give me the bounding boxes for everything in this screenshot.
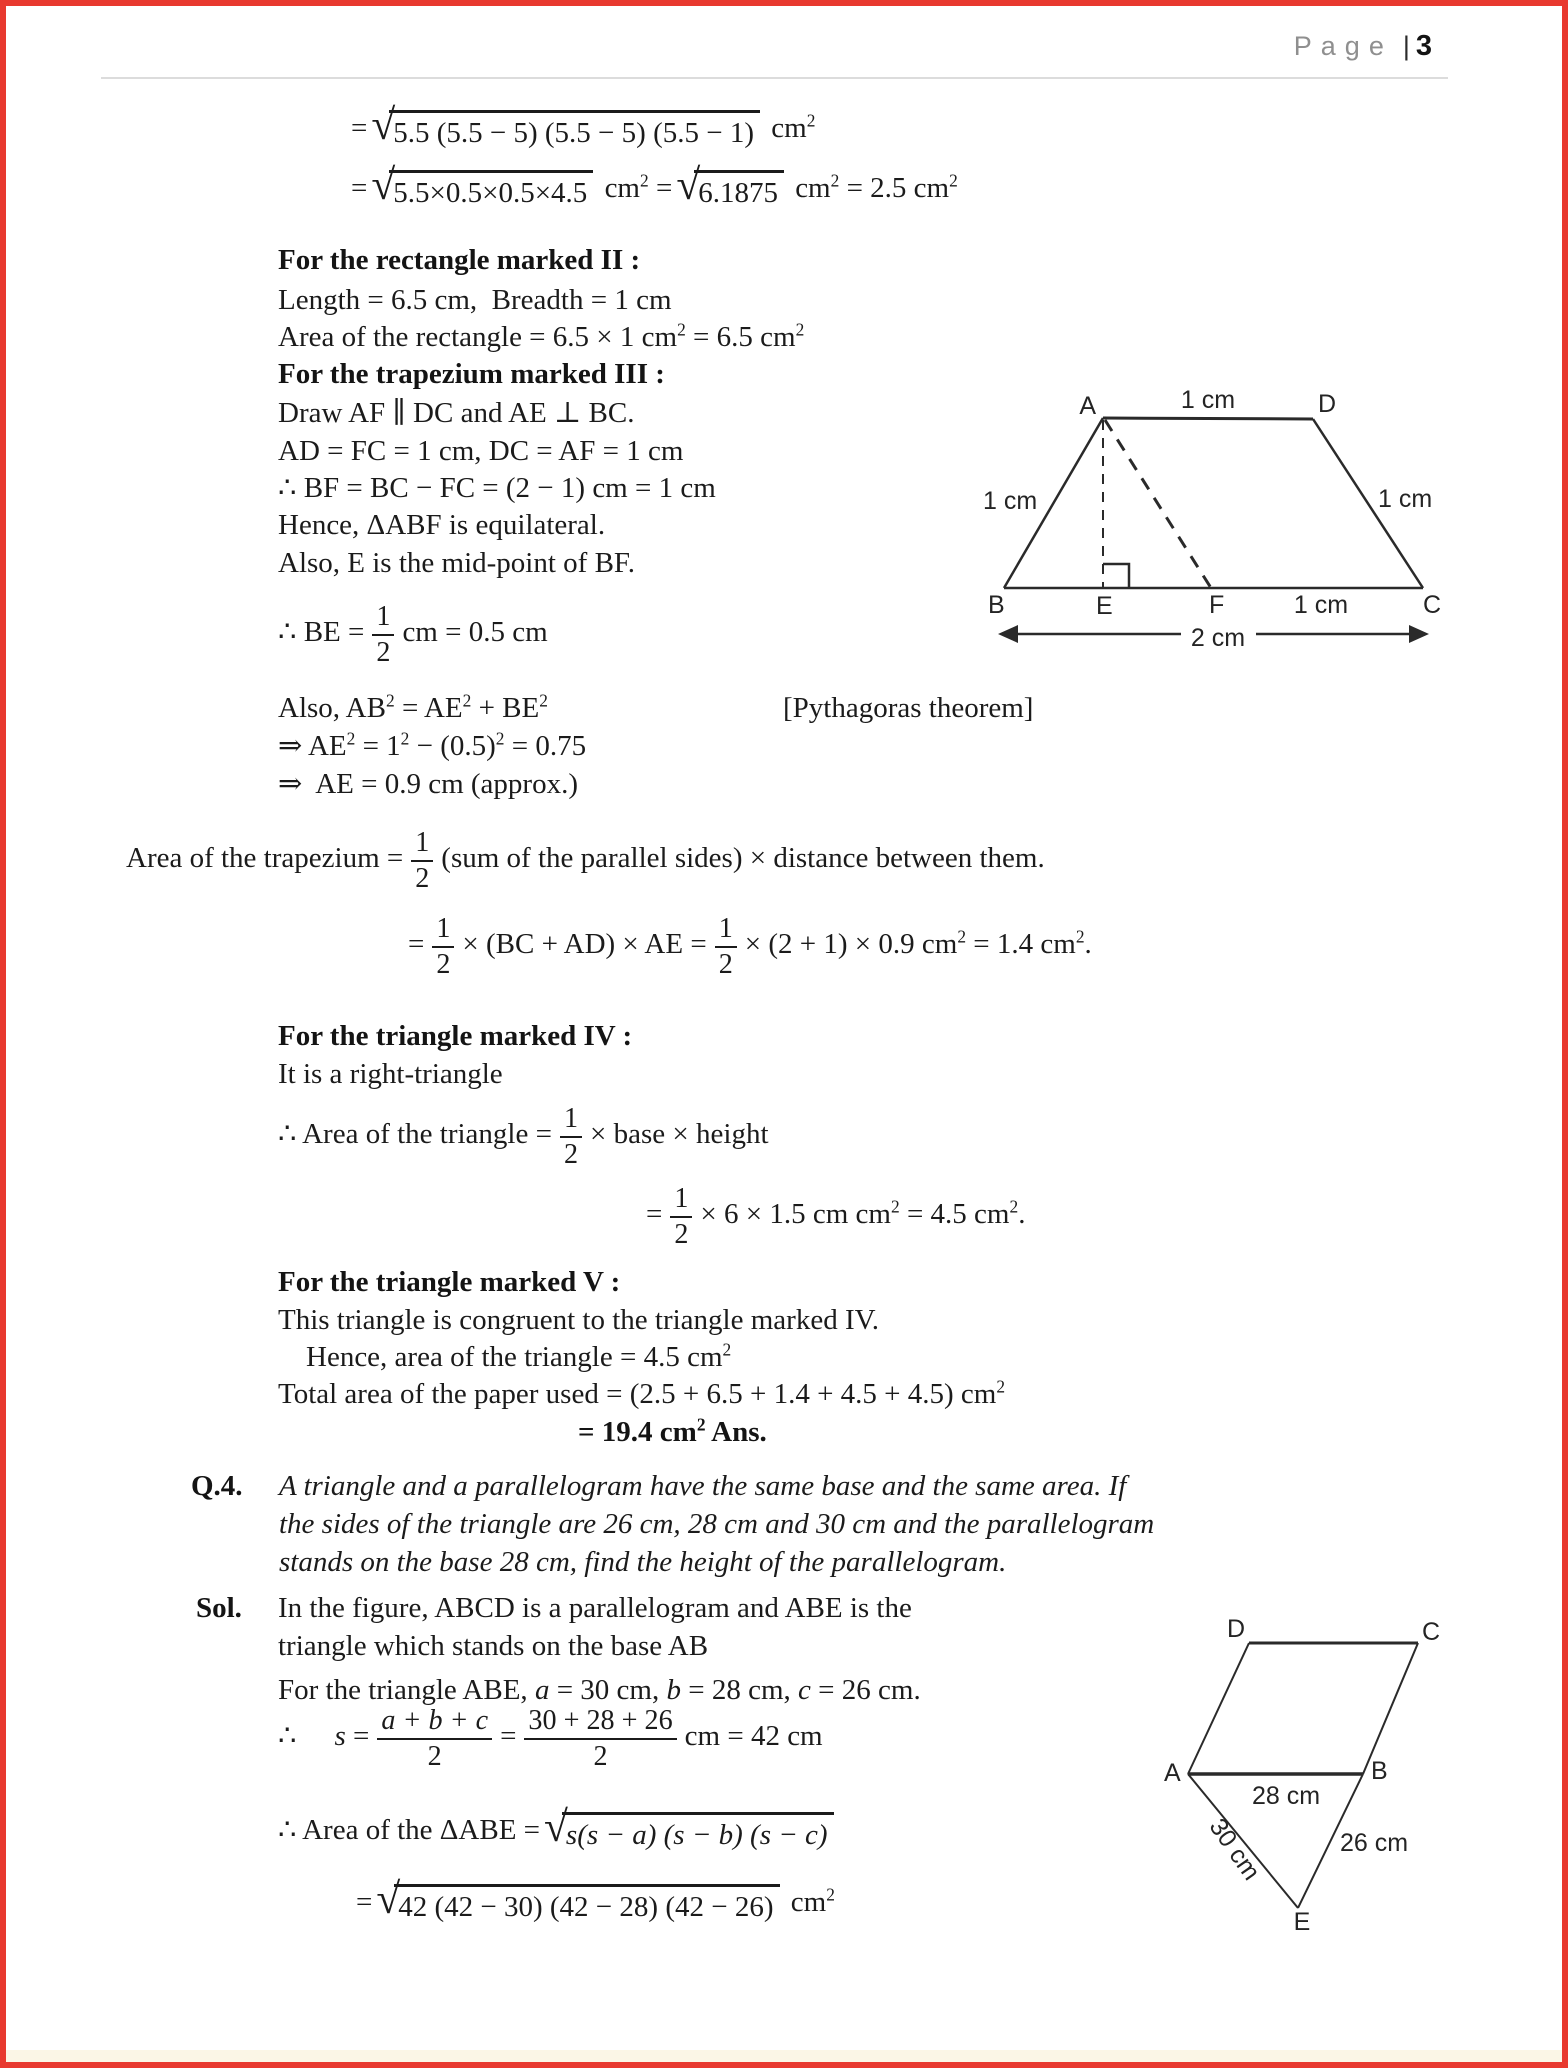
sqrt-expression: √5.5 (5.5 − 5) (5.5 − 5) (5.5 − 1) — [371, 110, 760, 154]
heron-formula-step2: =√5.5×0.5×0.5×4.5 $cm^2 =√6.1875$ $cm^2 = 2.5$ $cm^2$ — [351, 170, 958, 214]
heading-trapezium-iii: For the trapezium marked III : — [278, 358, 665, 390]
page-label: Page — [1293, 31, 1393, 61]
arrowhead-left — [998, 625, 1018, 643]
vertex-label-D: D — [1226, 1615, 1246, 1643]
fraction-half: $\frac{1}{2}$ — [411, 828, 433, 893]
vertex-label-D: D — [1318, 390, 1337, 418]
question-label: Q.4. — [191, 1470, 243, 1502]
radical-sign: √ — [676, 160, 701, 209]
arrowhead-right — [1409, 625, 1429, 643]
parallelogram-diagram — [1126, 1604, 1496, 1954]
heading-triangle-v: For the triangle marked V : — [278, 1266, 621, 1298]
sqrt-expression: √5.5×0.5×0.5×4.5 — [371, 170, 593, 214]
heron-formula-step1: =√5.5 (5.5 − 5) (5.5 − 5) (5.5 − 1) $cm^2$ — [351, 110, 815, 154]
rectangle-area: Area of the rectangle = 6.5 × 1 $cm^2 = 6.5$ $cm^2$ — [278, 319, 805, 353]
rectangle-dimensions: Length = 6.5 cm, Breadth = 1 cm — [278, 284, 672, 316]
total-area-line: Total area of the paper used = (2.5 + 6.5 + 1.4 + 4.5 + 4.5) $cm^2$ — [278, 1376, 1006, 1410]
radical-sign: √ — [376, 1874, 401, 1923]
pythagoras-note: [Pythagoras theorem] — [783, 692, 1034, 724]
bottom-scan-tint — [6, 2050, 1562, 2062]
page-number: 3 — [1415, 30, 1432, 62]
fraction-302826: $\frac{30 + 28 + 26}{2}$ — [524, 1706, 676, 1771]
ae-squared-line: ⇒ $AE^2 = 1^2 - (0.5)^2 = 0.75$ — [278, 728, 587, 762]
solution-line: triangle which stands on the base AB — [278, 1630, 709, 1662]
header-separator: | — [1402, 31, 1410, 61]
vertex-label-C: C — [1423, 591, 1442, 619]
side-DA — [1188, 1643, 1249, 1774]
dim-label-top: 1 cm — [1180, 386, 1236, 414]
fraction-half: $\frac{1}{2}$ — [372, 602, 394, 667]
right-triangle-statement: It is a right-triangle — [278, 1058, 503, 1090]
final-answer: = 19.4 $cm^2$ Ans. — [578, 1414, 767, 1448]
trapezium-area-rule: Area of the trapezium = $\frac{1}{2}$ (sum of the parallel sides) × distance between them. — [126, 827, 1045, 894]
triangle-area-calculation: = $\frac{1}{2}$ × 6 × 1.5 cm $cm^2 = 4.5$ $cm^2$. — [646, 1183, 1026, 1250]
header-rule — [101, 77, 1448, 79]
trapezium-area-calculation: = $\frac{1}{2}$ × (BC + AD) × AE = $\frac{1}{2}$ × (2 + 1) × 0.9 $cm^2 = 1.4$ $cm^2$. — [408, 913, 1092, 980]
heading-rectangle-ii: For the rectangle marked II : — [278, 244, 641, 276]
right-angle-marker — [1103, 564, 1129, 588]
semi-perimeter-formula: ∴ s = $\frac{a + b + c}{2}$ = $\frac{30 + 28 + 26}{2}$ cm = 42 cm — [278, 1705, 823, 1772]
vertex-label-A: A — [1164, 1759, 1181, 1787]
sqrt-expression: √s(s − a) (s − b) (s − c) — [544, 1812, 834, 1856]
congruent-statement: This triangle is congruent to the triangle marked IV. — [278, 1304, 880, 1336]
construction-line: Draw AF ∥ DC and AE ⊥ BC. — [278, 397, 635, 429]
heron-area-substitution: =√42 (42 − 30) (42 − 28) (42 − 26) $cm^2$ — [356, 1884, 835, 1928]
side-AD — [1103, 418, 1313, 419]
sqrt-expression: √42 (42 − 30) (42 − 28) (42 − 26) — [376, 1884, 779, 1928]
dim-label-ab: 28 cm — [1251, 1782, 1321, 1810]
dim-label-right: 1 cm — [1378, 485, 1433, 513]
ae-result-line: ⇒ AE = 0.9 cm (approx.) — [278, 768, 578, 800]
heading-triangle-iv: For the triangle marked IV : — [278, 1020, 633, 1052]
dim-label-left: 1 cm — [983, 487, 1038, 515]
vertex-label-E: E — [1096, 592, 1113, 620]
dim-label-ae: 30 cm — [1203, 1813, 1266, 1886]
vertex-label-B: B — [988, 591, 1005, 619]
side-CB — [1363, 1643, 1418, 1774]
vertex-label-F: F — [1209, 591, 1225, 619]
heron-area-formula: ∴ Area of the ΔABE =√s(s − a) (s − b) (s − c) — [278, 1812, 838, 1856]
trapezium-diagram — [956, 368, 1476, 668]
bf-calculation: ∴ BF = BC − FC = (2 − 1) cm = 1 cm — [278, 472, 716, 504]
fraction-half: $\frac{1}{2}$ — [432, 914, 454, 979]
dim-label-total: 2 cm — [1190, 624, 1246, 652]
dim-label-bottom: 1 cm — [1293, 591, 1349, 619]
triangle-sides-given: For the triangle ABE, a = 30 cm, b = 28 cm, c = 26 cm. — [278, 1674, 921, 1706]
radical-sign: √ — [371, 100, 396, 149]
equilateral-statement: Hence, ΔABF is equilateral. — [278, 509, 606, 541]
midpoint-statement: Also, E is the mid-point of BF. — [278, 547, 635, 579]
question-line: A triangle and a parallelogram have the same base and the same area. If — [279, 1470, 1127, 1502]
vertex-label-E: E — [1293, 1908, 1311, 1936]
page-header — [1294, 30, 1432, 63]
side-equalities: AD = FC = 1 cm, DC = AF = 1 cm — [278, 435, 684, 467]
fraction-abc: $\frac{a + b + c}{2}$ — [377, 1706, 492, 1771]
dim-label-be: 26 cm — [1340, 1829, 1409, 1857]
triangle-v-area: Hence, area of the triangle = 4.5 $cm^2$ — [306, 1339, 732, 1373]
vertex-label-C: C — [1422, 1618, 1441, 1646]
be-calculation: ∴ BE = $\frac{1}{2}$ cm = 0.5 cm — [278, 601, 548, 668]
question-line: stands on the base 28 cm, find the height of the parallelogram. — [279, 1546, 1007, 1578]
radical-sign: √ — [371, 160, 396, 209]
triangle-area-formula: ∴ Area of the triangle = $\frac{1}{2}$ × base × height — [278, 1103, 769, 1170]
vertex-label-A: A — [1079, 392, 1096, 420]
pythagoras-line: Also, $AB^2 = AE^2 + BE^2$ [Pythagoras theorem] — [278, 690, 548, 726]
radical-sign: √ — [544, 1802, 568, 1851]
sqrt-expression: √6.1875 — [676, 170, 784, 214]
fraction-half: $\frac{1}{2}$ — [670, 1184, 692, 1249]
vertex-label-B: B — [1371, 1757, 1388, 1785]
fraction-half: $\frac{1}{2}$ — [715, 914, 737, 979]
question-line: the sides of the triangle are 26 cm, 28 cm and 30 cm and the parallelogram — [279, 1508, 1155, 1540]
fraction-half: $\frac{1}{2}$ — [560, 1104, 582, 1169]
solution-label: Sol. — [196, 1592, 242, 1624]
solution-line: In the figure, ABCD is a parallelogram and ABE is the — [278, 1592, 912, 1624]
